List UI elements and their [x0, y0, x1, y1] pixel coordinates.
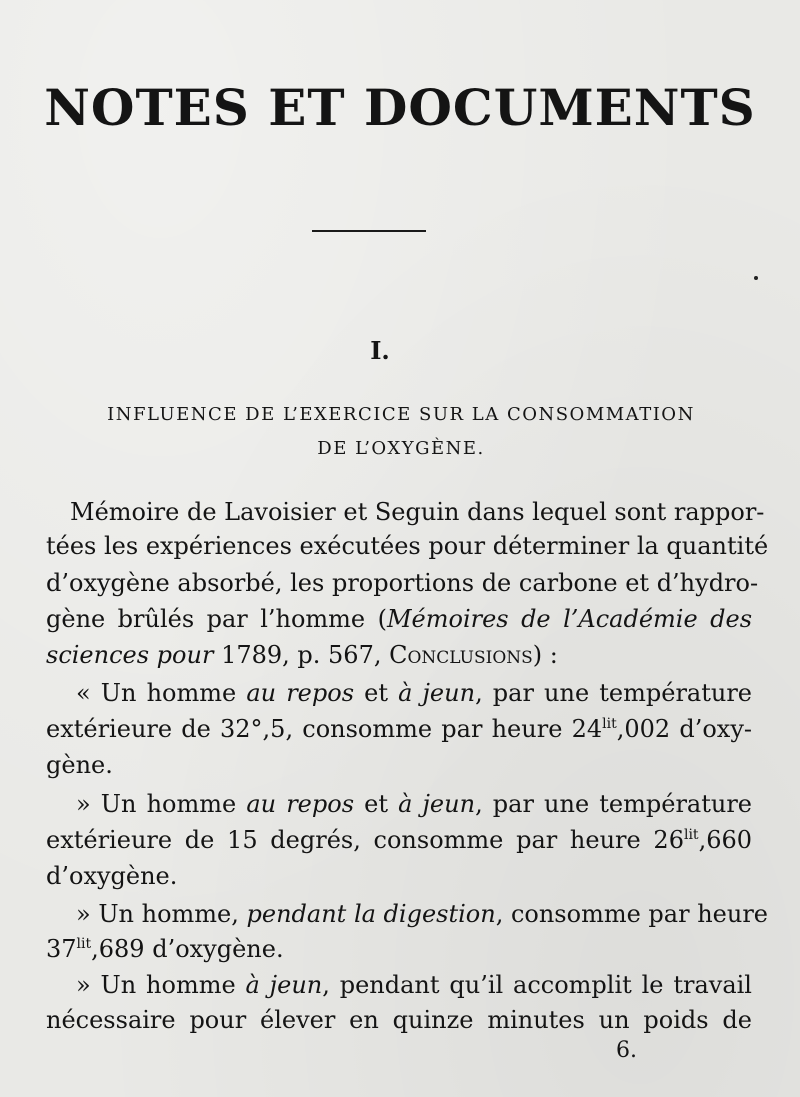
heading-rule [312, 230, 426, 232]
body-line: gène brûlés par l’homme (Mémoires de l’Académie des [46, 605, 753, 633]
body-line: extérieure de 32°,5, consomme par heure $24^{lit},002$ d’oxy- [46, 715, 752, 743]
section-number: I. [370, 336, 390, 365]
body-line: « Un homme au repos et à jeun, par une température [76, 679, 753, 707]
body-line: d’oxygène. [46, 862, 178, 890]
body-line: extérieure de 15 degrés, consomme par heure $26^{lit},660$ [46, 826, 752, 854]
body-line: d’oxygène absorbé, les proportions de carbone et d’hydro- [46, 569, 759, 597]
section-title-line-1: INFLUENCE DE L’EXERCICE SUR LA CONSOMMATION [107, 404, 695, 425]
body-line: $37^{lit},689$ d’oxygène. [46, 935, 284, 963]
body-line: tées les expériences exécutées pour déterminer la quantité [46, 532, 769, 560]
body-line: sciences pour 1789, p. 567, Conclusions) : [46, 641, 558, 669]
ink-speck [754, 276, 758, 280]
body-line: » Un homme au repos et à jeun, par une température [76, 790, 753, 818]
body-line: nécessaire pour élever en quinze minutes un poids de [46, 1006, 752, 1034]
page-folio: 6. [616, 1038, 637, 1063]
section-title-line-2: DE L’OXYGÈNE. [317, 438, 485, 459]
body-line: gène. [46, 751, 113, 779]
body-line: » Un homme à jeun, pendant qu’il accomplit le travail [76, 971, 752, 999]
page-heading: NOTES ET DOCUMENTS [44, 78, 756, 137]
body-line: Mémoire de Lavoisier et Seguin dans lequel sont rappor- [70, 498, 765, 526]
body-line: » Un homme, pendant la digestion, consomme par heure [76, 900, 768, 928]
